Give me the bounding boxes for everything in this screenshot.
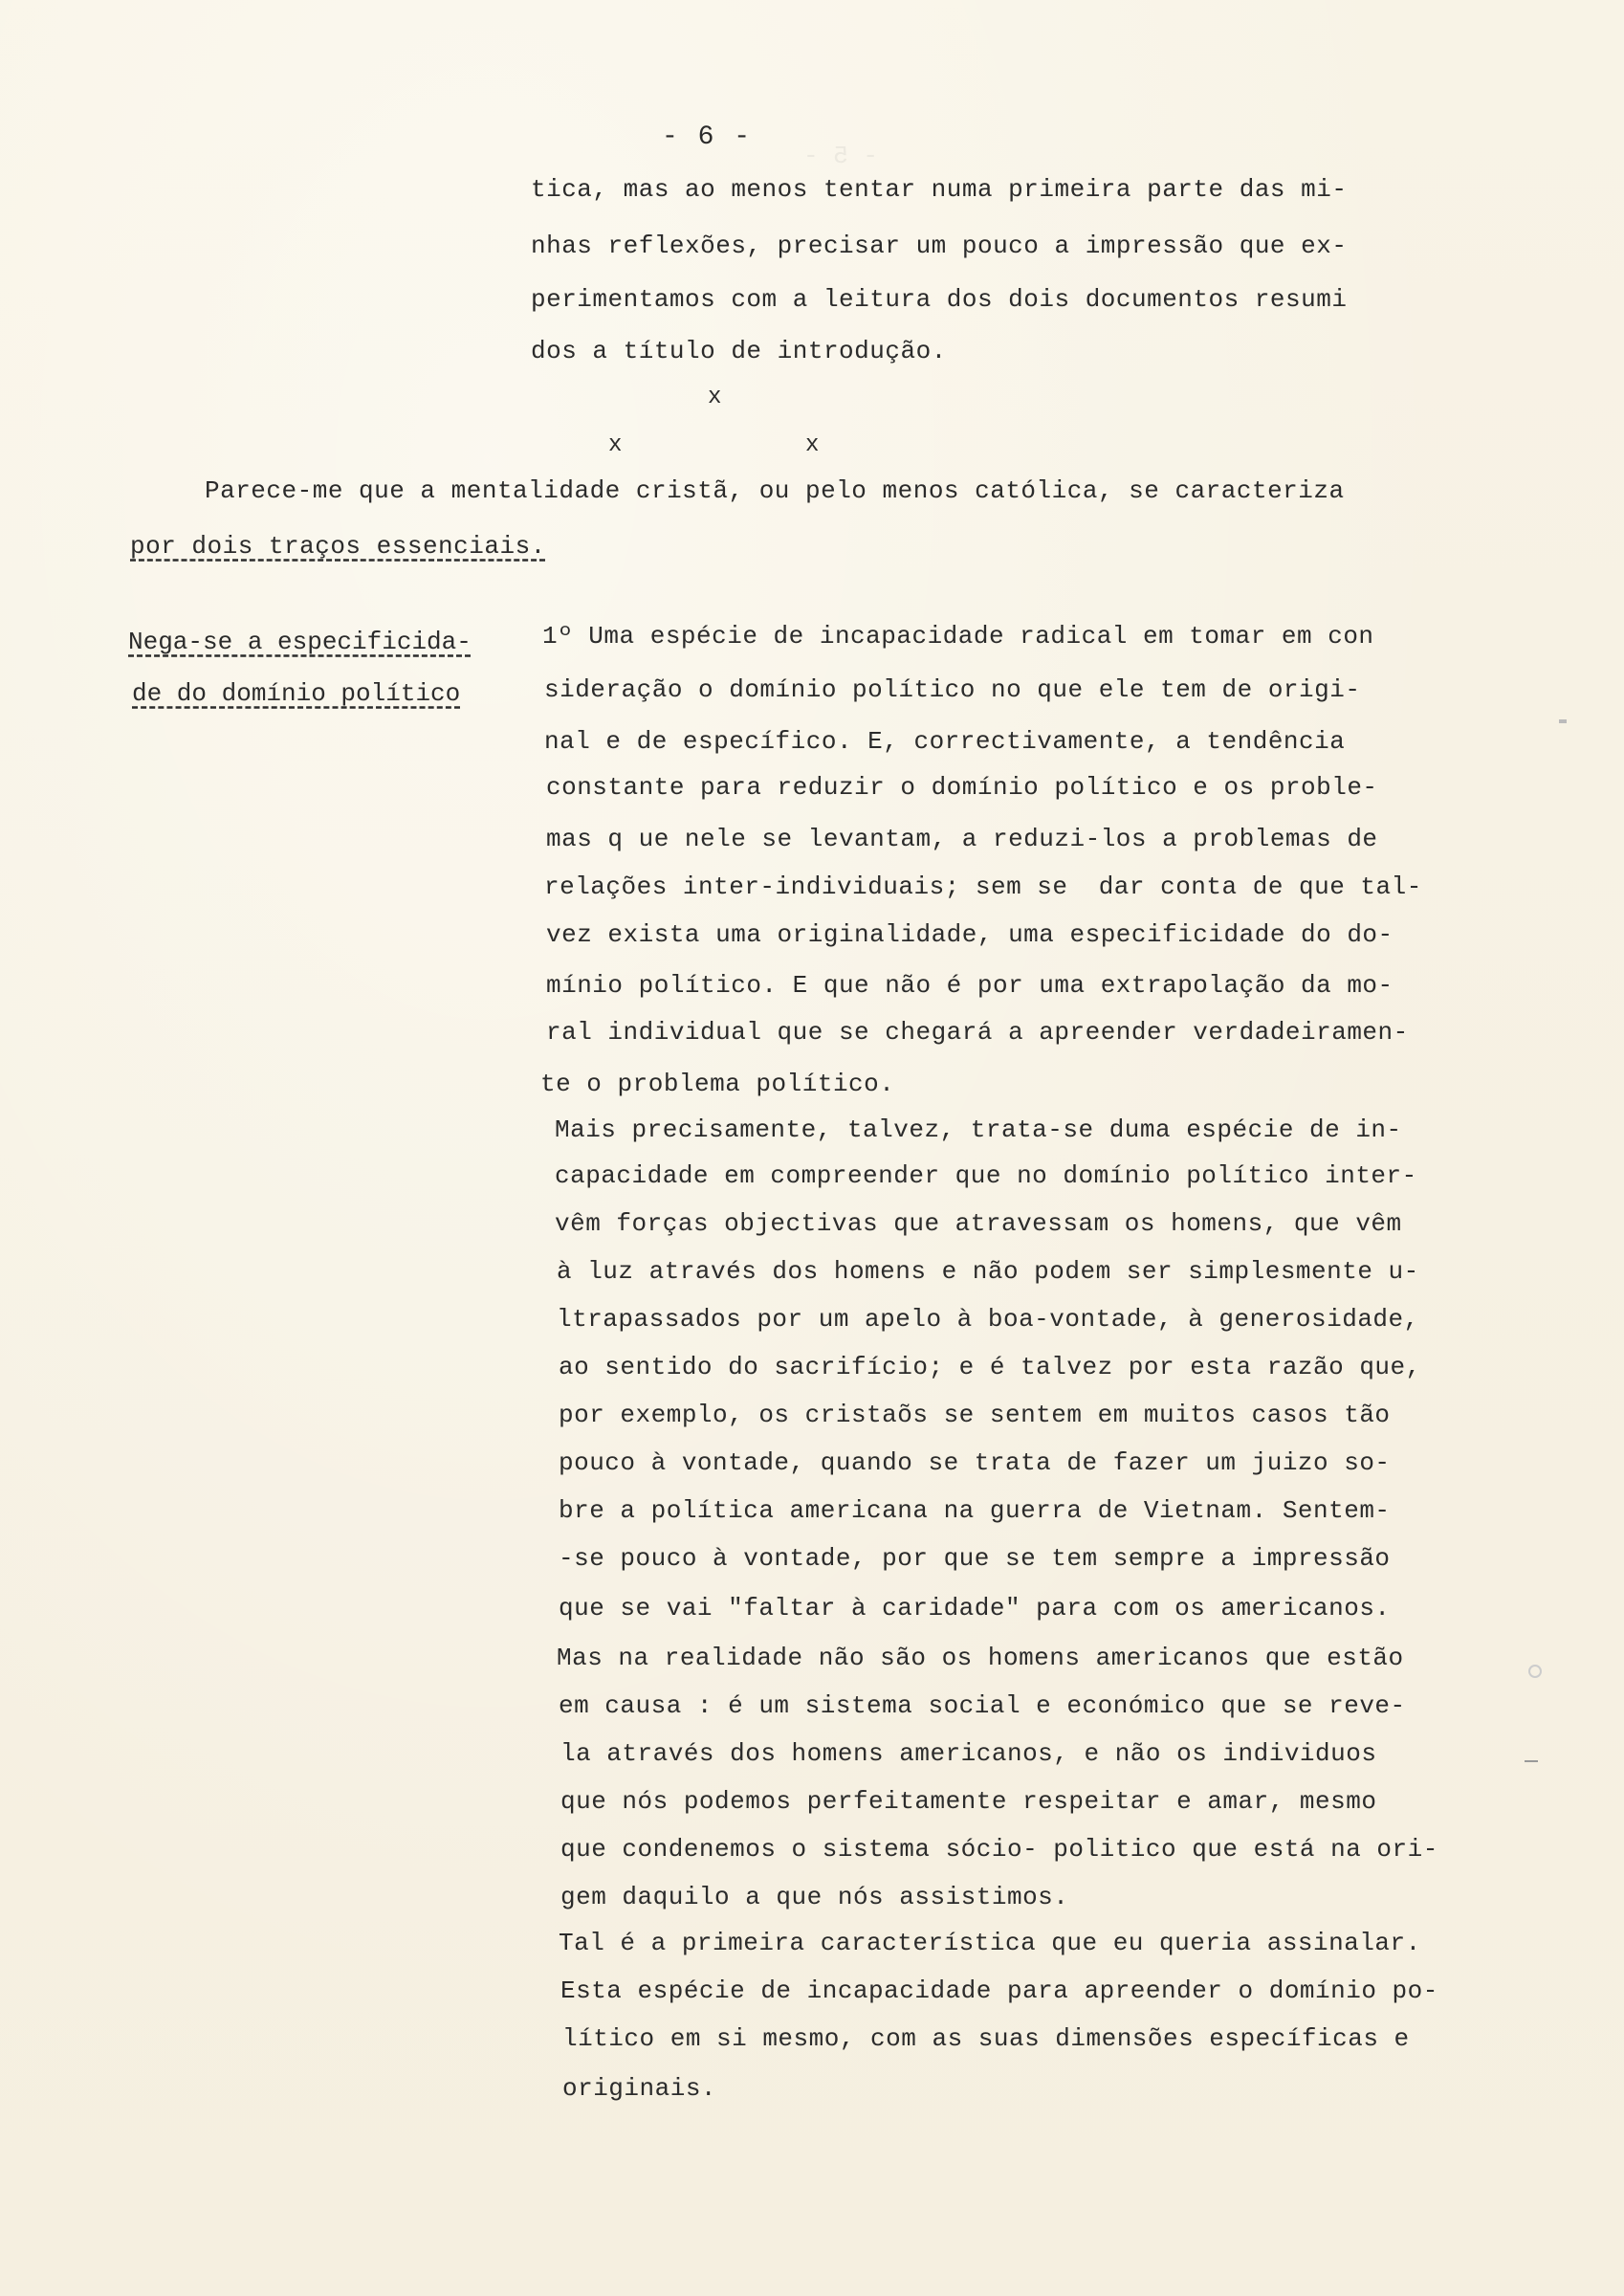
underlined-phrase: por dois traços essenciais. — [130, 532, 546, 561]
body-line: constante para reduzir o domínio político e os proble- — [546, 773, 1378, 802]
body-line: vêm forças objectivas que atravessam os homens, que vêm — [555, 1209, 1402, 1238]
body-line: que nós podemos perfeitamente respeitar e amar, mesmo — [560, 1787, 1377, 1816]
edge-mark — [1559, 719, 1567, 723]
separator-mark: x — [805, 432, 820, 458]
edge-mark — [1528, 1665, 1542, 1678]
separator-mark: x — [608, 432, 623, 458]
margin-note-line: de do domínio político — [132, 679, 461, 708]
body-line: à luz através dos homens e não podem ser simplesmente u- — [557, 1257, 1419, 1286]
body-line: ao sentido do sacrifício; e é talvez por esta razão que, — [559, 1353, 1421, 1381]
body-line: bre a política americana na guerra de Vietnam. Sentem- — [559, 1496, 1391, 1525]
body-line: sideração o domínio político no que ele tem de origi- — [544, 675, 1361, 704]
body-line: pouco à vontade, quando se trata de fazer um juizo so- — [559, 1448, 1391, 1477]
body-line: Esta espécie de incapacidade para apreender o domínio po- — [560, 1976, 1438, 2005]
body-line: te o problema político. — [540, 1070, 895, 1098]
intro-line: dos a título de introdução. — [531, 337, 947, 365]
body-line: -se pouco à vontade, por que se tem sempre a impressão — [559, 1544, 1391, 1573]
paragraph-line — [130, 532, 546, 561]
body-line: ral individual que se chegará a apreender verdadeiramen- — [546, 1018, 1409, 1047]
separator-mark: x — [708, 385, 722, 410]
body-line: Tal é a primeira característica que eu queria assinalar. — [559, 1929, 1421, 1957]
intro-line: perimentamos com a leitura dos dois documentos resumi — [531, 285, 1348, 314]
body-line: gem daquilo a que nós assistimos. — [560, 1883, 1069, 1911]
body-line: Mas na realidade não são os homens americanos que estão — [557, 1644, 1404, 1672]
body-line: Mais precisamente, talvez, trata-se duma espécie de in- — [555, 1115, 1402, 1144]
body-line: lítico em si mesmo, com as suas dimensões específicas e — [562, 2024, 1410, 2053]
body-line: vez exista uma originalidade, uma especificidade do do- — [546, 920, 1394, 949]
body-line: mínio político. E que não é por uma extrapolação da mo- — [546, 971, 1394, 1000]
intro-line: nhas reflexões, precisar um pouco a impressão que ex- — [531, 232, 1348, 260]
body-line: ltrapassados por um apelo à boa-vontade, à generosidade, — [557, 1305, 1419, 1334]
body-line: la através dos homens americanos, e não os individuos — [560, 1739, 1377, 1768]
paragraph-line: Parece-me que a mentalidade cristã, ou pelo menos católica, se caracteriza — [205, 476, 1345, 505]
body-line: que condenemos o sistema sócio- politico que está na ori- — [560, 1835, 1438, 1864]
body-line: nal e de específico. E, correctivamente, a tendência — [544, 727, 1346, 756]
body-line: capacidade em compreender que no domínio político inter- — [555, 1161, 1417, 1190]
body-line: relações inter-individuais; sem se dar conta de que tal- — [544, 872, 1422, 901]
margin-note-line: Nega-se a especificida- — [128, 628, 472, 656]
show-through-1: - 5 - — [803, 142, 879, 170]
body-line: em causa : é um sistema social e económico que se reve- — [559, 1691, 1406, 1720]
page-number: - 6 - — [662, 122, 753, 152]
body-line: mas q ue nele se levantam, a reduzi-los a problemas de — [546, 825, 1378, 853]
body-line: 1º Uma espécie de incapacidade radical em tomar em con — [542, 622, 1374, 651]
edge-mark — [1525, 1760, 1538, 1762]
body-line: originais. — [562, 2074, 717, 2103]
intro-line: tica, mas ao menos tentar numa primeira parte das mi- — [531, 175, 1348, 204]
body-line: por exemplo, os cristaõs se sentem em muitos casos tão — [559, 1401, 1391, 1429]
body-line: que se vai "faltar à caridade" para com os americanos. — [559, 1594, 1391, 1623]
